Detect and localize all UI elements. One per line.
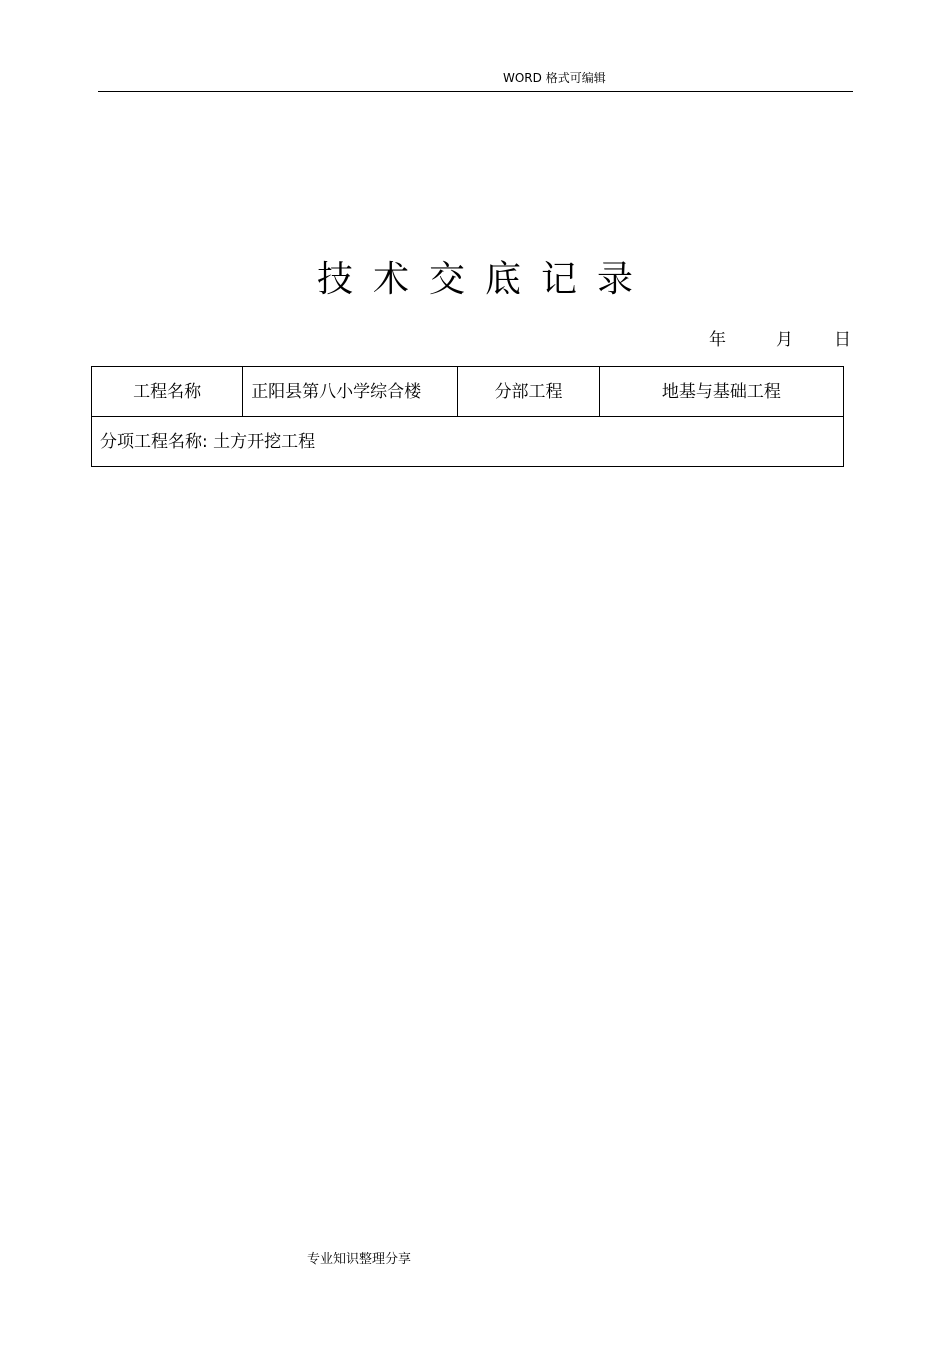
date-day-label: 日 (834, 330, 851, 350)
page-header-text: WORD 格式可编辑 (503, 71, 606, 85)
document-title: 技术交底记录 (316, 259, 653, 300)
division-label: 分部工程 (458, 367, 599, 417)
table-row (92, 417, 844, 467)
project-name-value: 正阳县第八小学综合楼 (243, 367, 458, 417)
table-row (92, 367, 844, 417)
header-divider (98, 91, 853, 92)
page-footer-text: 专业知识整理分享 (307, 1252, 412, 1267)
date-month-label: 月 (776, 330, 793, 350)
project-name-label: 工程名称 (92, 367, 243, 417)
subitem-name: 分项工程名称: 土方开挖工程 (92, 417, 844, 467)
division-value: 地基与基础工程 (599, 367, 843, 417)
record-table (91, 366, 844, 467)
date-year-label: 年 (709, 330, 726, 350)
